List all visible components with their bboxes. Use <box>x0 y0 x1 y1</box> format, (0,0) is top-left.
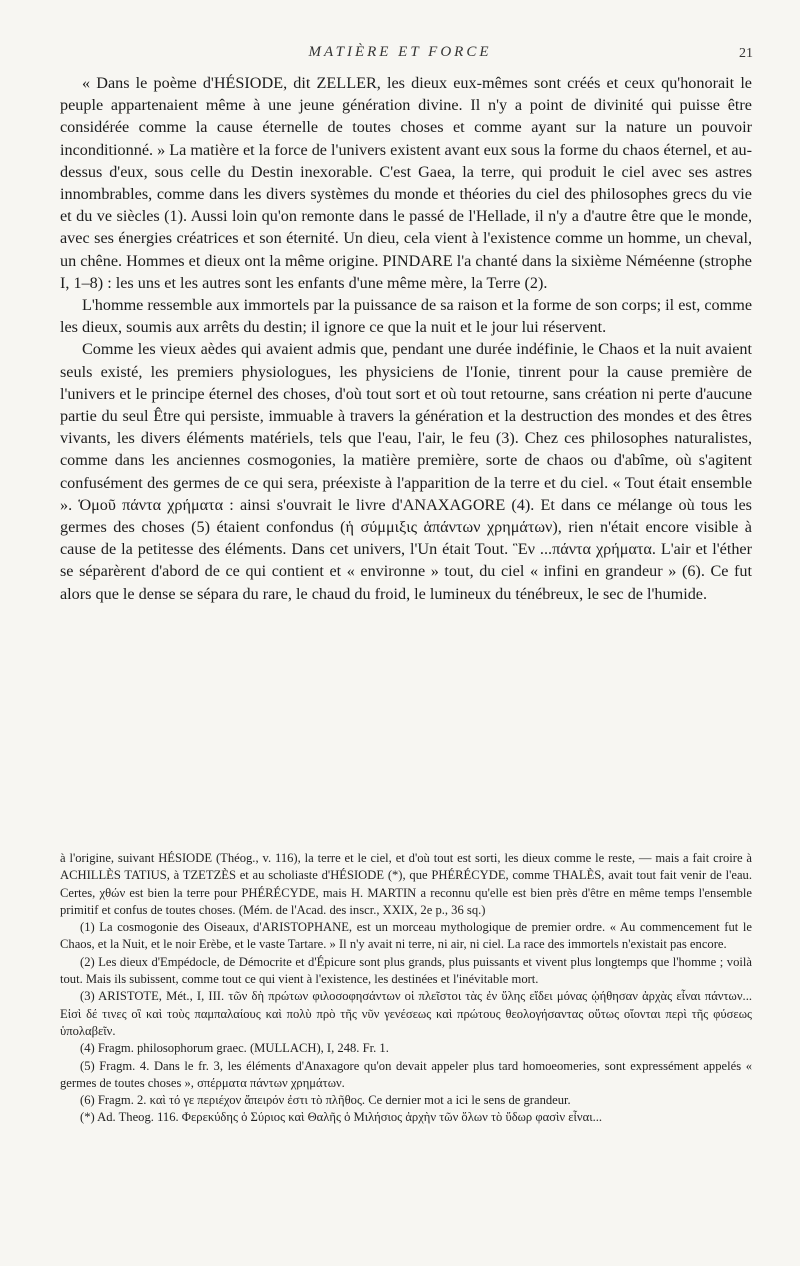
page-number: 21 <box>739 46 753 61</box>
footnote-3: (3) ARISTOTE, Mét., I, III. τῶν δὴ πρώτων φιλοσοφησάντων οἱ πλεῖστοι τὰς ἐν ὕλης εἴδει μόνας ᾠήθησαν ἀρχὰς εἶναι πάντων... Εἰσὶ δέ τινες οἳ καὶ τοὺς παμπαλαίους καὶ πολὺ πρὸ τῆς νῦν γενέσεως καὶ πρώτους θεολογήσαντας οὕτως οἴονται περὶ τῆς φύσεως ὑπολαβεῖν. <box>60 989 752 1038</box>
page-header <box>0 44 800 64</box>
running-title: MATIÈRE ET FORCE <box>308 44 492 60</box>
footnote-4: (4) Fragm. philosophorum graec. (MULLACH), I, 248. Fr. 1. <box>80 1041 389 1056</box>
paragraph-1: « Dans le poème d'HÉSIODE, dit ZELLER, les dieux eux-mêmes sont créés et ceux qu'honorait le peuple appartenaient même à une jeune génération divine. Il n'y a point de divinité qui puisse être considérée comme la cause éternelle de toutes choses et comme ayant sur la nature un pouvoir inconditionné. » La matière et la force de l'univers existent avant eux sous la forme du chaos éternel, et au-dessus d'eux, sous celle du Destin inexorable. C'est Gaea, la terre, qui produit le ciel avec ses astres innombrables, comme dans les divers systèmes du monde et théories du ciel des philosophes grecs du vie et du ve siècles (1). Aussi loin qu'on remonte dans le passé de l'Hellade, il n'y a d'autre être que le monde, avec ses énergies créatrices et son éternité. Un dieu, cela vient à l'existence comme un homme, un cheval, un chêne. Hommes et dieux ont la même origine. PINDARE l'a chanté dans la sixième Néméenne (strophe I, 1–8) : les uns et les autres sont les enfants d'une même mère, la Terre (2). <box>60 74 752 292</box>
footnotes <box>60 850 752 1127</box>
footnote-5: (5) Fragm. 4. Dans le fr. 3, les éléments d'Anaxagore qu'on devait appeler plus tard homoeomeries, sont expressément appelés « germes de toutes choses », σπέρματα πάντων χρημάτων. <box>60 1058 752 1090</box>
footnote-6: (6) Fragm. 2. καὶ τό γε περιέχον ἄπειρόν ἐστι τὸ πλῆθος. Ce dernier mot a ici le sens de grandeur. <box>80 1093 571 1108</box>
footnote-asterisk: (*) Ad. Theog. 116. Φερεκύδης ὁ Σύριος καὶ Θαλῆς ὁ Μιλήσιος ἀρχὴν τῶν ὅλων τὸ ὕδωρ φασὶν εἶναι... <box>80 1110 603 1125</box>
footnote-2: (2) Les dieux d'Empédocle, de Démocrite et d'Épicure sont plus grands, plus puissants et vivent plus longtemps que l'homme ; voilà tout. Mais ils subissent, comme tout ce qui vient à l'existence, les destinées et l'inévitable mort. <box>60 954 752 987</box>
footnote-1: (1) La cosmogonie des Oiseaux, d'ARISTOPHANE, est un morceau mythologique de premier ordre. « Au commencement fut le Chaos, et la Nuit, et le noir Erèbe, et le vaste Tartare. » Il n'y avait ni terre, ni air, ni ciel. La race des immortels n'existait pas encore. <box>60 920 752 952</box>
footnote-continuation: à l'origine, suivant HÉSIODE (Théog., v. 116), la terre et le ciel, et d'où tout est sorti, les dieux comme le reste, — mais a fait croire à ACHILLÈS TATIUS, à TZETZÈS et au scholiaste d'HÉSIODE (*), que PHÉRÉCYDE, comme THALÈS, avait tout fait venir de l'eau. Certes, χθών est bien la terre pour PHÉRÉCYDE, mais H. MARTIN a reconnu qu'elle est bien près d'être en même temps l'ensemble primitif et confus de toutes choses. (Mém. de l'Acad. des inscr., XXIX, 2e p., 36 sq.) <box>60 851 752 917</box>
main-text <box>60 72 752 605</box>
paragraph-2: L'homme ressemble aux immortels par la puissance de sa raison et la forme de son corps; il est, comme les dieux, soumis aux arrêts du destin; il ignore ce que la nuit et le jour lui réservent. <box>60 296 752 337</box>
paragraph-3: Comme les vieux aèdes qui avaient admis que, pendant une durée indéfinie, le Chaos et la nuit avaient seuls existé, les premiers physiologues, les physiciens de l'Ionie, tinrent pour la cause première de l'univers et le principe éternel des choses, d'où tout sort et où tout retourne, sans création ni perte d'aucune partie du seul Être qui persiste, immuable à travers la génération et la destruction des mondes et des êtres vivants, les divers éléments matériels, tels que l'eau, l'air, le feu (3). Chez ces philosophes naturalistes, comme dans les anciennes cosmogonies, la matière première, sorte de chaos ou d'abîme, où s'agitent confusément des germes de ce qui sera, préexiste à l'apparition de la terre et du ciel. « Tout était ensemble ». Ὁμοῦ πάντα χρήματα : ainsi s'ouvrait le livre d'ANAXAGORE (4). Et dans ce mélange où tous les germes des choses (5) étaient confondus (ἡ σύμμιξις ἁπάντων χρημάτων), rien n'était encore visible à cause de la petitesse des éléments. Dans cet univers, l'Un était Tout. Ἓν ...πάντα χρήματα. L'air et l'éther se séparèrent d'abord de ce qui contient et « environne » tout, du ciel « infini en grandeur » (6). Ce fut alors que le dense se sépara du rare, le chaud du froid, le lumineux du ténébreux, le sec de l'humide. <box>60 340 752 603</box>
